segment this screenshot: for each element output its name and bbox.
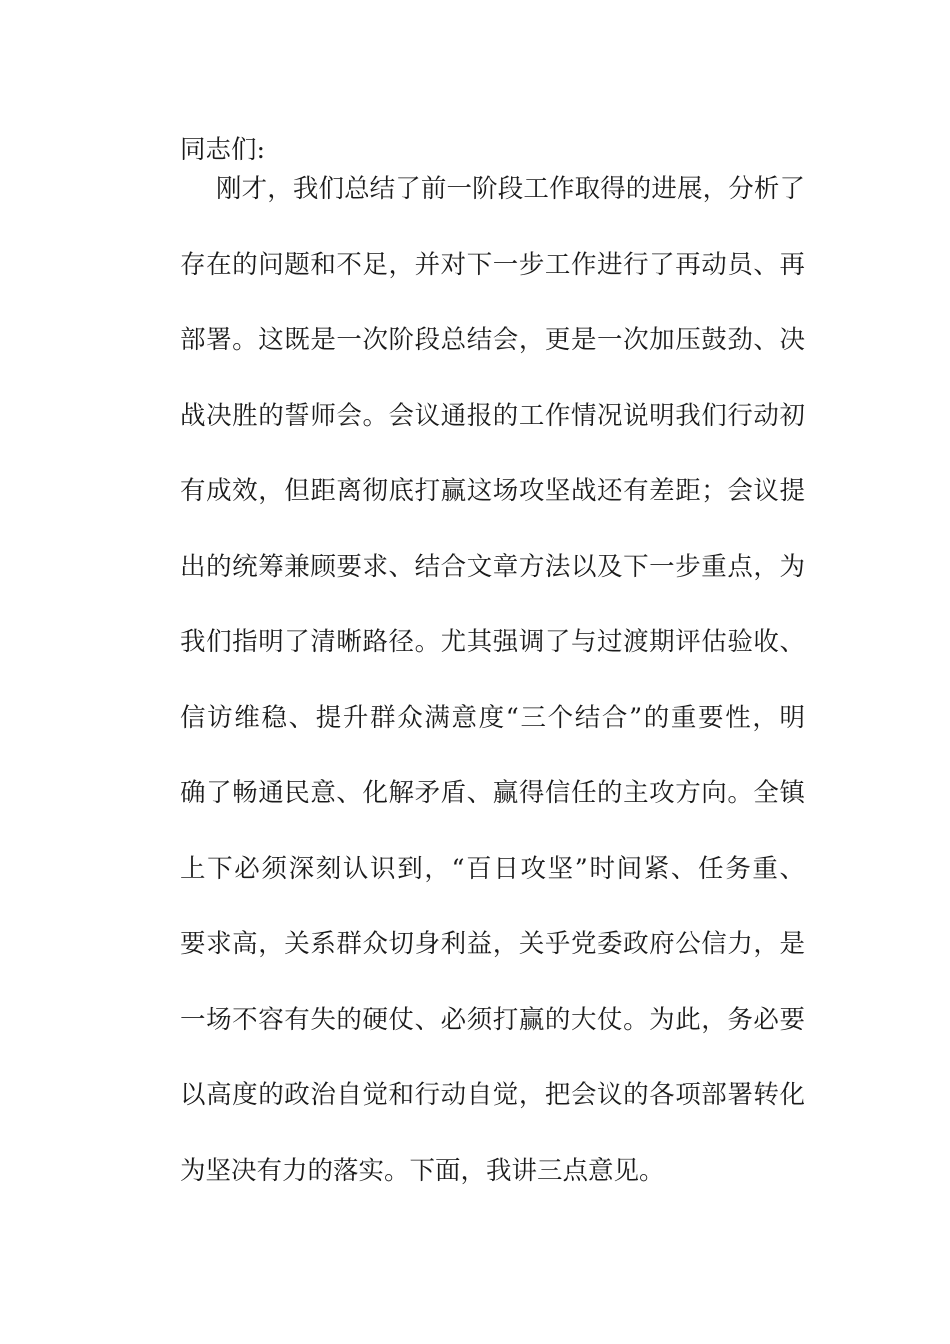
speech-paragraph	[180, 170, 805, 1227]
paragraph-line: 一场不容有失的硬仗、必须打赢的大仗。为此，务必要	[180, 1004, 805, 1035]
paragraph-line: 信访维稳、提升群众满意度“三个结合”的重要性，明	[180, 702, 805, 733]
paragraph-line: 为坚决有力的落实。下面，我讲三点意见。	[180, 1155, 665, 1186]
paragraph-line: 战决胜的誓师会。会议通报的工作情况说明我们行动初	[180, 400, 805, 431]
paragraph-line: 我们指明了清晰路径。尤其强调了与过渡期评估验收、	[180, 627, 805, 657]
paragraph-line: 刚才，我们总结了前一阶段工作取得的进展，分析了	[216, 174, 805, 204]
paragraph-line: 以高度的政治自觉和行动自觉，把会议的各项部署转化	[180, 1080, 805, 1110]
paragraph-line: 要求高，关系群众切身利益，关乎党委政府公信力，是	[180, 929, 805, 959]
paragraph-line: 确了畅通民意、化解矛盾、赢得信任的主攻方向。全镇	[180, 778, 805, 808]
paragraph-line: 上下必须深刻认识到，“百日攻坚”时间紧、任务重、	[180, 853, 805, 884]
paragraph-line: 有成效，但距离彻底打赢这场攻坚战还有差距；会议提	[180, 476, 805, 506]
paragraph-line: 出的统筹兼顾要求、结合文章方法以及下一步重点，为	[180, 551, 805, 582]
salutation: 同志们:	[180, 135, 266, 165]
paragraph-line: 部署。这既是一次阶段总结会，更是一次加压鼓劲、决	[180, 325, 805, 355]
paragraph-line: 存在的问题和不足，并对下一步工作进行了再动员、再	[180, 249, 805, 280]
